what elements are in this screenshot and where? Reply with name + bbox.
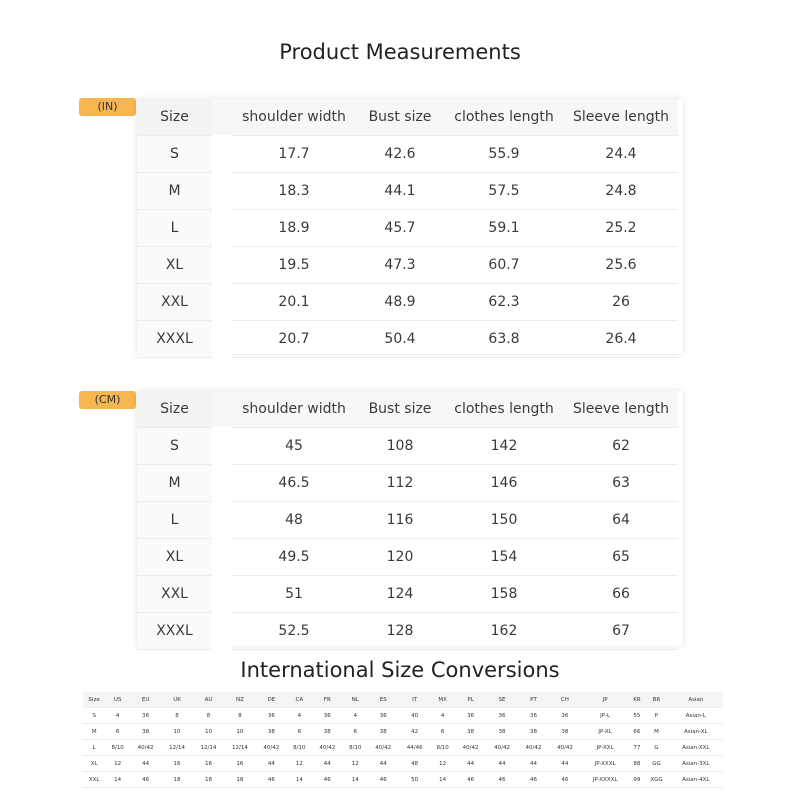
header-cell: Size <box>137 99 212 136</box>
conversion-cell: 40/42 <box>130 740 161 756</box>
table-cell: 120 <box>356 539 444 576</box>
table-cell: M <box>137 173 212 210</box>
conversion-cell: M <box>83 724 105 740</box>
cm-badge: (CM) <box>79 391 136 409</box>
conversion-cell: JP-XL <box>581 724 630 740</box>
conversion-cell: L <box>83 740 105 756</box>
conversion-cell: 44 <box>256 756 287 772</box>
table-cell: 18.9 <box>232 210 356 247</box>
conversion-cell: 38 <box>549 724 580 740</box>
conversion-cell: 55 <box>630 708 645 724</box>
conversion-cell: 10 <box>161 724 192 740</box>
conversion-cell: Asian-XXL <box>669 740 723 756</box>
table-row <box>137 539 678 576</box>
column-gap <box>212 284 232 321</box>
conversion-header-cell: UK <box>161 692 192 708</box>
conversion-cell: 6 <box>105 724 130 740</box>
conversion-cell: 10 <box>224 724 255 740</box>
conversion-cell: 36 <box>256 708 287 724</box>
conversion-cell: 12/14 <box>224 740 255 756</box>
conversion-cell: 46 <box>486 772 517 788</box>
table-cell: 24.4 <box>564 136 678 173</box>
conversion-header-cell: CH <box>549 692 580 708</box>
conversion-cell: 38 <box>256 724 287 740</box>
conversion-cell: 46 <box>256 772 287 788</box>
conversion-cell: 44/46 <box>399 740 430 756</box>
conversion-cell: 6 <box>287 724 312 740</box>
table-cell: S <box>137 136 212 173</box>
conversion-cell: 44 <box>130 756 161 772</box>
conversion-header-row <box>83 692 723 708</box>
conversion-cell: 16 <box>193 756 224 772</box>
table-cell: 25.6 <box>564 247 678 284</box>
conversion-cell: 12/14 <box>193 740 224 756</box>
conversion-cell: 18 <box>193 772 224 788</box>
conversion-cell: 36 <box>518 708 549 724</box>
conversion-header-cell: Size <box>83 692 105 708</box>
table-cell: XL <box>137 247 212 284</box>
header-cell: clothes length <box>444 391 564 428</box>
conversion-cell: 36 <box>549 708 580 724</box>
table-cell: 45 <box>232 428 356 465</box>
conversion-cell: 14 <box>105 772 130 788</box>
table-header-row <box>137 391 678 428</box>
conversion-cell: 8 <box>193 708 224 724</box>
conversion-row <box>83 772 723 788</box>
conversion-cell: 40/42 <box>486 740 517 756</box>
table-cell: L <box>137 210 212 247</box>
conversion-header-cell: MX <box>430 692 455 708</box>
conversion-cell: 38 <box>312 724 343 740</box>
conversion-cell: 66 <box>630 724 645 740</box>
column-gap <box>212 576 232 613</box>
conversions-title: International Size Conversions <box>240 658 560 682</box>
conversion-header-cell: US <box>105 692 130 708</box>
conversion-cell: 40/42 <box>368 740 399 756</box>
table-cell: XXL <box>137 284 212 321</box>
conversion-cell: 4 <box>287 708 312 724</box>
conversion-cell: 18 <box>161 772 192 788</box>
column-gap <box>212 465 232 502</box>
conversion-cell: 46 <box>549 772 580 788</box>
column-gap <box>212 247 232 284</box>
conversion-cell: 6 <box>343 724 368 740</box>
inch-badge: (IN) <box>79 98 136 116</box>
table-cell: 52.5 <box>232 613 356 650</box>
table-cell: S <box>137 428 212 465</box>
conversion-row <box>83 756 723 772</box>
conversion-header-cell: NZ <box>224 692 255 708</box>
table-cell: 67 <box>564 613 678 650</box>
conversion-cell: 40/42 <box>518 740 549 756</box>
conversion-cell: 12/14 <box>161 740 192 756</box>
column-gap <box>212 99 232 136</box>
conversion-table <box>83 692 723 788</box>
header-cell: Bust size <box>356 391 444 428</box>
conversion-cell: Asian-4XL <box>669 772 723 788</box>
table-cell: 65 <box>564 539 678 576</box>
conversion-cell: JP-XXXXL <box>581 772 630 788</box>
table-cell: 116 <box>356 502 444 539</box>
table-cell: 20.7 <box>232 321 356 358</box>
conversion-header-cell: BR <box>644 692 668 708</box>
table-cell: 162 <box>444 613 564 650</box>
conversion-cell: 12 <box>105 756 130 772</box>
conversion-row <box>83 740 723 756</box>
table-cell: 63.8 <box>444 321 564 358</box>
conversion-cell: 36 <box>368 708 399 724</box>
table-cell: 112 <box>356 465 444 502</box>
table-row <box>137 247 678 284</box>
conversion-cell: 4 <box>105 708 130 724</box>
conversion-cell: 46 <box>312 772 343 788</box>
table-cell: XL <box>137 539 212 576</box>
table-cell: 63 <box>564 465 678 502</box>
conversion-cell: 12 <box>430 756 455 772</box>
table-cell: 48 <box>232 502 356 539</box>
table-cell: 154 <box>444 539 564 576</box>
table-row <box>137 465 678 502</box>
conversion-cell: 40/42 <box>549 740 580 756</box>
cm-table <box>137 391 678 650</box>
column-gap <box>212 613 232 650</box>
conversion-header-cell: NL <box>343 692 368 708</box>
table-cell: L <box>137 502 212 539</box>
header-cell: shoulder width <box>232 99 356 136</box>
conversion-cell: 36 <box>312 708 343 724</box>
conversion-row <box>83 724 723 740</box>
conversion-cell: 8 <box>161 708 192 724</box>
table-cell: 26.4 <box>564 321 678 358</box>
conversion-cell: 50 <box>399 772 430 788</box>
conversion-cell: 8/10 <box>430 740 455 756</box>
conversion-header-cell: JP <box>581 692 630 708</box>
conversion-cell: 36 <box>486 708 517 724</box>
conversion-cell: 8/10 <box>287 740 312 756</box>
conversion-header-cell: SE <box>486 692 517 708</box>
conversion-cell: 38 <box>368 724 399 740</box>
conversion-cell: 36 <box>130 708 161 724</box>
conversion-cell: 12 <box>287 756 312 772</box>
table-cell: 66 <box>564 576 678 613</box>
table-cell: 17.7 <box>232 136 356 173</box>
conversion-cell: 44 <box>455 756 486 772</box>
table-row <box>137 428 678 465</box>
conversion-cell: 12 <box>343 756 368 772</box>
conversion-cell: 8 <box>224 708 255 724</box>
conversion-cell: JP-XXXL <box>581 756 630 772</box>
conversion-cell: 99 <box>630 772 645 788</box>
table-cell: 60.7 <box>444 247 564 284</box>
conversion-cell: 77 <box>630 740 645 756</box>
header-cell: clothes length <box>444 99 564 136</box>
table-row <box>137 613 678 650</box>
header-cell: shoulder width <box>232 391 356 428</box>
conversion-cell: 44 <box>549 756 580 772</box>
conversion-cell: 18 <box>224 772 255 788</box>
conversion-cell: 38 <box>130 724 161 740</box>
conversion-cell: GG <box>644 756 668 772</box>
conversion-cell: 46 <box>455 772 486 788</box>
table-cell: XXXL <box>137 613 212 650</box>
table-cell: XXXL <box>137 321 212 358</box>
conversion-cell: 38 <box>486 724 517 740</box>
column-gap <box>212 210 232 247</box>
conversion-cell: XXL <box>83 772 105 788</box>
table-header-row <box>137 99 678 136</box>
conversion-cell: 46 <box>130 772 161 788</box>
conversion-cell: 44 <box>368 756 399 772</box>
conversion-cell: 44 <box>518 756 549 772</box>
table-cell: 45.7 <box>356 210 444 247</box>
table-row <box>137 321 678 358</box>
table-cell: 48.9 <box>356 284 444 321</box>
table-cell: 142 <box>444 428 564 465</box>
table-cell: 24.8 <box>564 173 678 210</box>
conversion-cell: 44 <box>312 756 343 772</box>
table-cell: 108 <box>356 428 444 465</box>
conversion-cell: Asian-3XL <box>669 756 723 772</box>
column-gap <box>212 136 232 173</box>
conversion-cell: 44 <box>486 756 517 772</box>
conversion-cell: 40/42 <box>455 740 486 756</box>
conversion-header-cell: AU <box>193 692 224 708</box>
table-row <box>137 173 678 210</box>
conversion-cell: 8/10 <box>343 740 368 756</box>
table-row <box>137 502 678 539</box>
inch-table <box>137 99 678 358</box>
table-cell: 19.5 <box>232 247 356 284</box>
conversion-cell: 42 <box>399 724 430 740</box>
conversion-cell: M <box>644 724 668 740</box>
header-cell: Size <box>137 391 212 428</box>
conversion-cell: 14 <box>430 772 455 788</box>
conversion-header-cell: PT <box>518 692 549 708</box>
conversion-cell: 16 <box>161 756 192 772</box>
table-cell: 62 <box>564 428 678 465</box>
conversion-header-cell: EU <box>130 692 161 708</box>
column-gap <box>212 173 232 210</box>
measurements-title: Product Measurements <box>279 40 521 64</box>
table-row <box>137 210 678 247</box>
table-cell: 25.2 <box>564 210 678 247</box>
table-cell: 42.6 <box>356 136 444 173</box>
conversion-cell: 14 <box>343 772 368 788</box>
table-cell: 44.1 <box>356 173 444 210</box>
table-cell: 64 <box>564 502 678 539</box>
conversion-cell: 14 <box>287 772 312 788</box>
table-cell: 46.5 <box>232 465 356 502</box>
header-cell: Sleeve length <box>564 391 678 428</box>
conversion-cell: P <box>644 708 668 724</box>
table-cell: 128 <box>356 613 444 650</box>
table-cell: 20.1 <box>232 284 356 321</box>
conversion-header-cell: DE <box>256 692 287 708</box>
conversion-cell: 88 <box>630 756 645 772</box>
table-row <box>137 136 678 173</box>
column-gap <box>212 321 232 358</box>
conversion-cell: Asian-XL <box>669 724 723 740</box>
column-gap <box>212 391 232 428</box>
table-cell: 146 <box>444 465 564 502</box>
table-cell: 49.5 <box>232 539 356 576</box>
table-cell: 55.9 <box>444 136 564 173</box>
table-cell: 124 <box>356 576 444 613</box>
conversion-cell: XGG <box>644 772 668 788</box>
table-row <box>137 576 678 613</box>
conversion-header-cell: CA <box>287 692 312 708</box>
table-cell: 62.3 <box>444 284 564 321</box>
conversion-header-cell: FR <box>312 692 343 708</box>
conversion-header-cell: IT <box>399 692 430 708</box>
conversion-cell: S <box>83 708 105 724</box>
conversion-cell: 38 <box>455 724 486 740</box>
conversion-cell: G <box>644 740 668 756</box>
table-cell: 18.3 <box>232 173 356 210</box>
conversion-cell: 46 <box>368 772 399 788</box>
table-cell: 47.3 <box>356 247 444 284</box>
conversion-cell: 40/42 <box>256 740 287 756</box>
conversion-cell: 36 <box>455 708 486 724</box>
conversion-cell: 46 <box>518 772 549 788</box>
conversion-cell: 16 <box>224 756 255 772</box>
header-cell: Bust size <box>356 99 444 136</box>
conversion-cell: JP-L <box>581 708 630 724</box>
conversion-header-cell: PL <box>455 692 486 708</box>
conversion-header-cell: Asian <box>669 692 723 708</box>
conversion-cell: 10 <box>193 724 224 740</box>
table-cell: 50.4 <box>356 321 444 358</box>
conversion-cell: 8/10 <box>105 740 130 756</box>
table-cell: 57.5 <box>444 173 564 210</box>
conversion-cell: JP-XXL <box>581 740 630 756</box>
column-gap <box>212 428 232 465</box>
table-cell: M <box>137 465 212 502</box>
header-cell: Sleeve length <box>564 99 678 136</box>
column-gap <box>212 539 232 576</box>
column-gap <box>212 502 232 539</box>
conversion-cell: Asian-L <box>669 708 723 724</box>
conversion-cell: 38 <box>518 724 549 740</box>
table-cell: 26 <box>564 284 678 321</box>
table-cell: 51 <box>232 576 356 613</box>
table-cell: 150 <box>444 502 564 539</box>
conversion-cell: 48 <box>399 756 430 772</box>
conversion-cell: 4 <box>430 708 455 724</box>
table-cell: XXL <box>137 576 212 613</box>
conversion-header-cell: ES <box>368 692 399 708</box>
conversion-cell: 4 <box>343 708 368 724</box>
table-cell: 158 <box>444 576 564 613</box>
table-cell: 59.1 <box>444 210 564 247</box>
conversion-cell: 6 <box>430 724 455 740</box>
conversion-cell: XL <box>83 756 105 772</box>
conversion-header-cell: KR <box>630 692 645 708</box>
conversion-cell: 40 <box>399 708 430 724</box>
conversion-cell: 40/42 <box>312 740 343 756</box>
table-row <box>137 284 678 321</box>
conversion-row <box>83 708 723 724</box>
